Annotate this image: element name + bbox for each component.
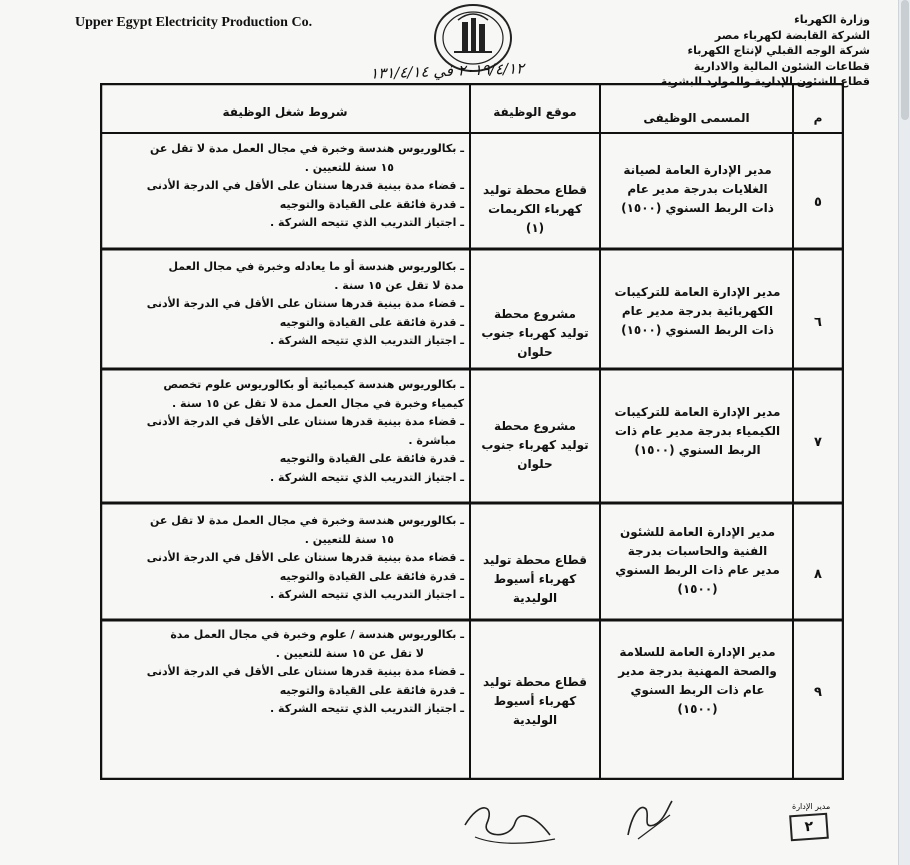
arabic-letterhead (570, 12, 870, 90)
job-location-line: مشروع محطة (494, 419, 576, 433)
condition-line: ـ قدرة فائقة على القيادة والتوجيه (279, 315, 464, 329)
job-title-line: مدير الإدارة العامة للتركيبات (614, 285, 781, 299)
condition-line: ـ قدرة فائقة على القيادة والتوجيه (279, 569, 464, 583)
job-location (474, 305, 596, 362)
job-location (474, 417, 596, 474)
job-title-line: مدير الإدارة العامة لصيانة (623, 163, 772, 177)
condition-line: ـ اجتياز التدريب الذي تتيحه الشركة . (270, 588, 464, 601)
job-location-line: قطاع محطة توليد (482, 675, 587, 689)
condition-line: ـ قضاء مدة بينية قدرها سنتان على الأقل في الدرجة الأدنى (146, 551, 464, 564)
header-num: م (813, 111, 823, 125)
job-title (605, 403, 790, 460)
job-title-line: ذات الربط السنوي (١٥٠٠) (621, 323, 774, 337)
header-title: المسمى الوظيفى (643, 111, 750, 125)
job-location-line: حلوان (517, 457, 553, 471)
job-location (474, 551, 596, 608)
job-title-line: مدير الإدارة العامة للشئون (619, 525, 776, 539)
job-location-line: كهرباء أسيوط (493, 694, 577, 708)
condition-line: ـ قدرة فائقة على القيادة والتوجيه (279, 683, 464, 697)
condition-line: ـ قضاء مدة بينية قدرها سنتان على الأقل في الدرجة الأدنى (146, 665, 464, 678)
row-number: ٦ (814, 315, 822, 330)
job-title (605, 283, 790, 340)
job-location-line: كهرباء أسيوط (493, 572, 577, 586)
job-location (474, 673, 596, 730)
job-title-line: (١٥٠٠) (677, 582, 718, 596)
letterhead-line: الشركة القابضة لكهرباء مصر (714, 28, 870, 42)
job-title-line: الربط السنوي (١٥٠٠) (634, 443, 761, 457)
row-number: ٨ (814, 567, 822, 582)
condition-line: ـ اجتياز التدريب الذي تتيحه الشركة . (270, 470, 464, 484)
condition-line: ـ اجتياز التدريب الذي تتيحه الشركة . (270, 216, 464, 229)
scrollbar-thumb[interactable] (901, 0, 909, 120)
job-location-line: مشروع محطة (494, 307, 576, 321)
job-title-line: والصحة المهنية بدرجة مدير (618, 664, 777, 678)
condition-line: ـ بكالوريوس هندسة كيميائية أو بكالوريوس علوم تخصص (163, 378, 464, 391)
job-location-line: توليد كهرباء جنوب (481, 438, 589, 452)
job-title-line: الغلايات بدرجة مدير عام (627, 182, 768, 196)
header-location: موقع الوظيفة (493, 105, 577, 119)
condition-line: ـ قدرة فائقة على القيادة والتوجيه (279, 197, 464, 211)
page-number: ٢ (789, 813, 829, 842)
job-conditions (106, 512, 464, 605)
job-title-line: الكيمياء بدرجة مدير عام ذات (614, 424, 781, 438)
job-title-line: الكهربائية بدرجة مدير عام (621, 304, 774, 318)
job-location (474, 181, 596, 238)
condition-line: ـ بكالوريوس هندسة وخبرة في مجال العمل مدة لا تقل عن (149, 142, 464, 155)
condition-line: ـ اجتياز التدريب الذي تتيحه الشركة . (270, 334, 464, 347)
job-location-line: كهرباء الكريمات (488, 202, 582, 216)
job-title-line: ذات الربط السنوي (١٥٠٠) (621, 201, 774, 215)
letterhead-line: قطاعات الشئون المالية والادارية (693, 59, 870, 73)
job-conditions (106, 258, 464, 351)
job-location-line: الوليدية (512, 591, 558, 605)
condition-line: ـ بكالوريوس هندسة وخبرة في مجال العمل مدة لا تقل عن (149, 514, 464, 527)
job-title (605, 161, 790, 218)
footer-label: مدير الإدارة (792, 802, 831, 811)
job-title-line: مدير عام ذات الربط السنوي (615, 563, 780, 577)
header-conditions: شروط شغل الوظيفة (222, 105, 348, 119)
letterhead-line: قطاع الشئون الإدارية والموارد البشرية (660, 75, 870, 88)
job-location-line: قطاع محطة توليد (482, 183, 587, 197)
condition-line: ١٥ سنة للتعيين . (304, 160, 394, 174)
job-location-line: حلوان (517, 345, 553, 359)
signature-mark (455, 795, 565, 855)
condition-line: ـ قضاء مدة بينية قدرها سنتان على الأقل في الدرجة الأدنى (146, 179, 464, 192)
job-title (605, 523, 790, 599)
job-title-line: عام ذات الربط السنوي (630, 683, 765, 697)
job-location-line: قطاع محطة توليد (482, 553, 587, 567)
job-location-line: توليد كهرباء جنوب (481, 326, 589, 340)
letterhead-line: وزارة الكهرباء (794, 13, 870, 26)
row-number: ٧ (814, 435, 822, 450)
vertical-scrollbar[interactable] (898, 0, 910, 865)
condition-line: ١٥ سنة للتعيين . (304, 532, 394, 546)
job-title (605, 643, 790, 719)
handwritten-reference: ٢٠١٩/٤/١٢ في ١٣١/٤/١٤ (369, 59, 525, 83)
initials-mark (620, 795, 680, 845)
condition-line: كيمياء وخبرة في مجال العمل مدة لا تقل عن ١٥ سنة . (171, 396, 464, 410)
company-name-english: Upper Egypt Electricity Production Co. (75, 15, 313, 30)
condition-line: ـ قدرة فائقة على القيادة والتوجيه (279, 452, 464, 465)
job-location-line: الوليدية (512, 713, 558, 727)
letterhead-line: شركة الوجه القبلي لإنتاج الكهرباء (687, 44, 870, 57)
condition-line: ـ بكالوريوس هندسة / علوم وخبرة في مجال العمل مدة (170, 628, 464, 641)
job-title-line: الفنية والحاسبات بدرجة (627, 544, 768, 558)
job-location-line: (١) (525, 221, 545, 235)
condition-line: ـ اجتياز التدريب الذي تتيحه الشركة . (270, 702, 464, 715)
condition-line: لا تقل عن ١٥ سنة للتعيين . (275, 646, 424, 660)
row-number: ٩ (814, 685, 822, 700)
job-conditions (106, 140, 464, 233)
condition-line: ـ قضاء مدة بينية قدرها سنتان على الأقل في الدرجة الأدنى (146, 297, 464, 310)
job-title-line: (١٥٠٠) (677, 702, 718, 716)
jobs-table (100, 83, 844, 780)
job-conditions (106, 376, 464, 487)
job-title-line: مدير الإدارة العامة للسلامة (619, 645, 776, 659)
job-conditions (106, 626, 464, 719)
job-title-line: مدير الإدارة العامة للتركيبات (614, 405, 781, 419)
condition-line: ـ بكالوريوس هندسة أو ما يعادله وخبرة في مجال العمل (168, 260, 464, 273)
condition-line: مباشرة . (408, 433, 456, 447)
condition-line: ـ قضاء مدة بينية قدرها سنتان على الأقل في الدرجة الأدنى (146, 415, 464, 428)
row-number: ٥ (814, 195, 822, 210)
condition-line: مدة لا تقل عن ١٥ سنة . (334, 278, 464, 292)
